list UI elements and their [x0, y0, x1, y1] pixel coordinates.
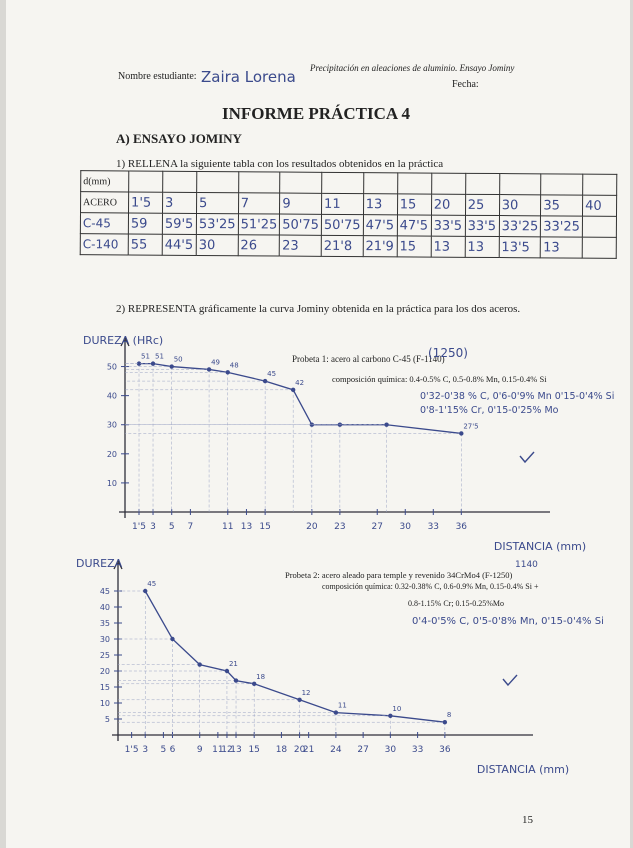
data-point — [226, 370, 230, 374]
x-tick-label: 27 — [371, 522, 383, 532]
series-line — [139, 364, 461, 434]
table-cell: 44'5 — [162, 234, 196, 255]
x-tick-label: 33 — [411, 745, 424, 755]
data-label: 50 — [173, 355, 183, 364]
x-tick-label: 5 — [168, 522, 175, 532]
chart2-y-label: DUREZA — [76, 557, 123, 570]
x-tick-label: 24 — [330, 745, 342, 755]
table-cell: 20 — [431, 194, 465, 215]
x-tick-label: 33 — [427, 522, 440, 532]
table-cell: 13 — [431, 236, 465, 257]
x-tick-label: 21 — [302, 745, 315, 755]
table-cell: 26 — [238, 235, 280, 256]
data-label: 51 — [141, 352, 150, 361]
table-cell: 21'9 — [363, 236, 397, 257]
chart1-y-label: DUREZA (HRc) — [83, 334, 164, 347]
table-cell: 47'5 — [363, 215, 397, 236]
x-tick-label: 13 — [240, 522, 253, 532]
data-point — [459, 431, 463, 435]
y-tick-label: 20 — [99, 667, 110, 676]
table-cell: 59 — [128, 213, 162, 234]
check-mark-icon — [503, 675, 517, 685]
table-cell: 25 — [465, 194, 499, 215]
chart1-handwritten-code: (1250) — [428, 346, 468, 360]
table-header-cell: d(mm) — [81, 171, 129, 192]
table-cell: 51'25 — [238, 214, 280, 235]
data-point — [252, 682, 256, 686]
chart2-caption-composition-2: 0.8-1.15% Cr; 0.15-0.25%Mo — [408, 599, 504, 608]
table-cell: 11 — [322, 193, 364, 214]
table-cell: 13 — [541, 237, 583, 258]
table-cell: 33'5 — [431, 215, 465, 236]
data-point — [151, 361, 155, 365]
data-point — [207, 367, 211, 371]
data-label: 51 — [155, 352, 164, 361]
x-tick-label: 30 — [399, 522, 411, 532]
student-label: Nombre estudiante: — [118, 71, 197, 82]
table-cell: 33'25 — [541, 216, 583, 237]
y-tick-label: 40 — [99, 603, 110, 612]
x-tick-label: 11 — [222, 522, 234, 532]
x-tick-label: 20 — [293, 745, 306, 755]
table-cell: 23 — [280, 235, 322, 256]
x-tick-label: 5 — [160, 745, 167, 755]
y-tick-label: 35 — [99, 619, 110, 628]
data-point — [297, 698, 301, 702]
row-label: C-45 — [80, 213, 128, 234]
x-tick-label: 30 — [384, 745, 397, 755]
row-label: ACERO — [81, 192, 129, 213]
chart2-x-label: DISTANCIA (mm) — [476, 763, 570, 776]
check-mark-icon — [520, 452, 534, 462]
data-point — [384, 423, 388, 427]
chart1-x-label: DISTANCIA (mm) — [493, 540, 587, 553]
table-cell: 47'5 — [397, 215, 431, 236]
table-cell: 50'75 — [280, 214, 322, 235]
x-tick-label: 1'5 — [132, 522, 146, 532]
table-cell: 15 — [397, 236, 431, 257]
row-label: C-140 — [80, 234, 128, 255]
chart2-caption-composition: composición química: 0.32-0.38% C, 0.6-0.9% Mn, 0.15-0.4% Si + — [322, 582, 539, 591]
table-cell: 59'5 — [162, 213, 196, 234]
x-tick-label: 3 — [142, 745, 149, 755]
data-point — [263, 379, 267, 383]
y-tick-label: 30 — [106, 420, 117, 430]
x-tick-label: 1'5 — [124, 745, 139, 755]
data-label: 45 — [147, 580, 157, 588]
data-point — [334, 710, 338, 714]
data-label: 42 — [295, 378, 305, 387]
table-cell: 30 — [499, 195, 541, 216]
data-point — [388, 714, 392, 718]
question-1: 1) RELLENA la siguiente tabla con los resultados obtenidos en la práctica — [116, 158, 444, 170]
table-cell: 21'8 — [321, 235, 363, 256]
table-cell: 55 — [128, 234, 162, 255]
data-label: 48 — [229, 361, 239, 370]
x-tick-label: 13 — [230, 745, 242, 755]
table-cell: 7 — [238, 193, 280, 214]
data-label: 45 — [267, 370, 277, 379]
x-tick-label: 3 — [150, 522, 156, 532]
table-cell: 9 — [280, 193, 322, 214]
data-label: 27'5 — [463, 422, 479, 431]
chart1-handwritten-composition: 0'32-0'38 % C, 0'6-0'9% Mn 0'15-0'4% Si 0'8-1'15% Cr, 0'15-0'25% Mo — [420, 391, 615, 416]
table-cell: 50'75 — [321, 214, 363, 235]
table-cell: 33'25 — [499, 216, 541, 237]
chart2-handwritten-code: 1140 — [515, 560, 538, 570]
table-cell: 35 — [541, 195, 583, 216]
report-title: INFORME PRÁCTICA 4 — [222, 104, 410, 123]
x-tick-label: 11 — [212, 745, 224, 755]
x-tick-label: 6 — [169, 745, 176, 755]
y-tick-label: 50 — [106, 362, 117, 372]
x-tick-label: 36 — [439, 745, 451, 755]
question-2: 2) REPRESENTA gráficamente la curva Jominy obtenida en la práctica para los dos aceros. — [116, 303, 521, 315]
x-tick-label: 20 — [306, 522, 318, 532]
chart1-caption-composition: composición química: 0.4-0.5% C, 0.5-0.8% Mn, 0.15-0.4% Si — [332, 374, 547, 384]
y-tick-label: 30 — [99, 635, 110, 644]
table-cell: 53'25 — [196, 213, 238, 234]
x-tick-label: 7 — [187, 522, 194, 532]
x-tick-label: 15 — [248, 745, 260, 755]
course-header: Precipitación en aleaciones de aluminio. Ensayo Jominy — [310, 63, 515, 73]
date-label: Fecha: — [452, 79, 479, 90]
y-tick-label: 5 — [104, 715, 110, 724]
table-cell: 13'5 — [499, 237, 541, 258]
table-cell: 1'5 — [129, 192, 163, 213]
table-cell: 5 — [197, 192, 239, 213]
y-tick-label: 20 — [106, 449, 117, 459]
table-cell: 13 — [363, 194, 397, 215]
x-tick-label: 27 — [357, 745, 369, 755]
y-tick-label: 15 — [99, 683, 110, 692]
table-cell: 15 — [397, 194, 431, 215]
chart2-handwritten-composition: 0'4-0'5% C, 0'5-0'8% Mn, 0'15-0'4% Si — [412, 616, 604, 627]
y-tick-label: 10 — [106, 478, 117, 488]
data-point — [143, 589, 147, 593]
table-cell: 13 — [465, 236, 499, 257]
table-cell: 3 — [163, 192, 197, 213]
table-cell: 30 — [196, 234, 238, 255]
data-point — [170, 637, 174, 641]
chart1-caption-title: Probeta 1: acero al carbono C-45 (F-1140) — [292, 354, 445, 364]
page-number: 15 — [522, 814, 533, 826]
section-a-heading: A) ENSAYO JOMINY — [116, 131, 242, 146]
x-tick-label: 12 — [221, 745, 233, 755]
data-label: 49 — [211, 358, 221, 367]
table-cell: 33'5 — [465, 215, 499, 236]
data-point — [225, 669, 229, 673]
y-tick-label: 10 — [99, 699, 110, 708]
table-cell: 40 — [583, 195, 617, 216]
data-label: 21 — [228, 660, 238, 668]
x-tick-label: 9 — [196, 745, 203, 755]
data-point — [443, 720, 447, 724]
y-tick-label: 25 — [99, 651, 110, 660]
y-tick-label: 40 — [106, 391, 117, 401]
x-tick-label: 36 — [455, 522, 468, 532]
student-name: Zaira Lorena — [201, 68, 296, 86]
series-line — [145, 591, 445, 722]
x-tick-label: 23 — [334, 522, 346, 532]
data-label: 18 — [256, 672, 266, 681]
data-point — [198, 662, 202, 666]
data-label: 8 — [446, 711, 452, 720]
data-label: 12 — [301, 688, 311, 697]
data-label: 10 — [392, 704, 402, 713]
data-point — [170, 364, 174, 368]
data-point — [291, 388, 295, 392]
y-tick-label: 45 — [99, 587, 110, 596]
x-tick-label: 18 — [275, 745, 288, 755]
x-tick-label: 15 — [259, 522, 271, 532]
data-label: 11 — [337, 701, 347, 710]
data-point — [234, 678, 238, 682]
chart2-caption-title: Probeta 2: acero aleado para temple y revenido 34CrMo4 (F-1250) — [285, 570, 513, 580]
